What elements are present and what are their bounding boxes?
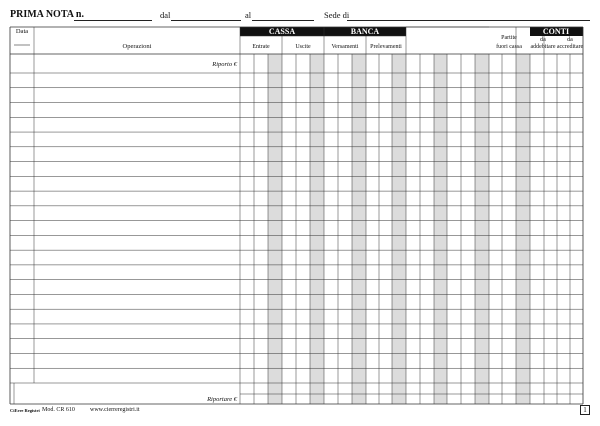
shaded-column bbox=[268, 54, 282, 404]
shaded-column bbox=[352, 54, 366, 404]
debit-header: da bbox=[540, 37, 546, 43]
brand-logo: CiErre Registri bbox=[10, 408, 40, 413]
shaded-column bbox=[475, 54, 489, 404]
shaded-columns bbox=[268, 54, 530, 404]
website: www.cierreregistri.it bbox=[90, 407, 140, 413]
from-label: dal bbox=[160, 10, 171, 20]
model-code: Mod. CR 610 bbox=[42, 407, 75, 413]
date-header: Data bbox=[15, 28, 29, 35]
conti-header: CONTI bbox=[542, 27, 570, 36]
carried-in-label: Riporto € bbox=[212, 61, 237, 68]
banca-in-header: Versamenti bbox=[331, 44, 359, 50]
operations-header: Operazioni bbox=[122, 43, 152, 50]
cassa-out-header: Uscite bbox=[295, 44, 311, 50]
credit-header: da bbox=[567, 37, 573, 43]
debit-header: addebitare bbox=[530, 44, 556, 50]
form-footer bbox=[10, 406, 590, 420]
form-title: PRIMA NOTA n. bbox=[10, 9, 84, 20]
shaded-column bbox=[516, 54, 530, 404]
banca-header: BANCA bbox=[350, 27, 380, 36]
cassa-header: CASSA bbox=[268, 27, 296, 36]
page-number: 1 bbox=[580, 405, 590, 415]
to-label: al bbox=[245, 10, 252, 20]
column-lines bbox=[10, 27, 583, 404]
off-cash-header: fuori cassa bbox=[496, 44, 522, 50]
shaded-column bbox=[434, 54, 447, 404]
shaded-column bbox=[392, 54, 406, 404]
credit-header: accreditare bbox=[556, 44, 584, 50]
office-label: Sede di bbox=[324, 10, 350, 20]
shaded-column bbox=[310, 54, 324, 404]
banca-out-header: Prelevamenti bbox=[370, 44, 402, 50]
column-labels bbox=[16, 27, 584, 403]
cassa-in-header: Entrate bbox=[252, 44, 270, 50]
carried-out-label: Riportare € bbox=[207, 396, 237, 403]
off-cash-header: Partite bbox=[501, 35, 517, 41]
row-lines bbox=[10, 27, 583, 404]
